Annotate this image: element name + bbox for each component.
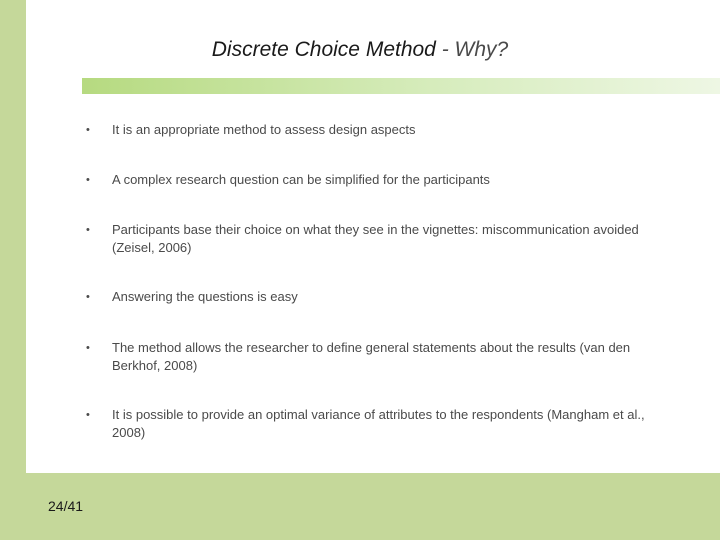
bullet-item xyxy=(86,288,676,306)
title-accent: Why? xyxy=(454,38,509,61)
bullet-icon: • xyxy=(86,409,90,421)
bullet-icon: • xyxy=(86,124,90,136)
bullet-item xyxy=(86,339,676,375)
slide-title xyxy=(0,38,720,62)
bullet-icon: • xyxy=(86,174,90,186)
bullet-item xyxy=(86,121,676,139)
header-accent-bar xyxy=(82,78,720,94)
bullet-icon: • xyxy=(86,291,90,303)
bullet-item xyxy=(86,171,676,189)
bullet-item xyxy=(86,221,676,257)
bullet-text: Answering the questions is easy xyxy=(112,289,298,304)
title-separator: - xyxy=(435,38,455,61)
bullet-item xyxy=(86,406,676,442)
title-main: Discrete Choice Method xyxy=(211,38,436,61)
bullet-text: Participants base their choice on what they see in the vignettes: miscommunication avoided (Zeisel, 2006) xyxy=(112,222,639,255)
page-number: 24/41 xyxy=(48,498,84,514)
bullet-text: It is an appropriate method to assess design aspects xyxy=(112,122,416,137)
bullet-text: A complex research question can be simplified for the participants xyxy=(112,172,490,187)
bullet-icon: • xyxy=(86,342,90,354)
bullet-text: It is possible to provide an optimal variance of attributes to the respondents (Mangham et al., 2008) xyxy=(112,407,645,440)
bullet-text: The method allows the researcher to define general statements about the results (van den Berkhof, 2008) xyxy=(112,340,631,373)
bullet-icon: • xyxy=(86,224,90,236)
